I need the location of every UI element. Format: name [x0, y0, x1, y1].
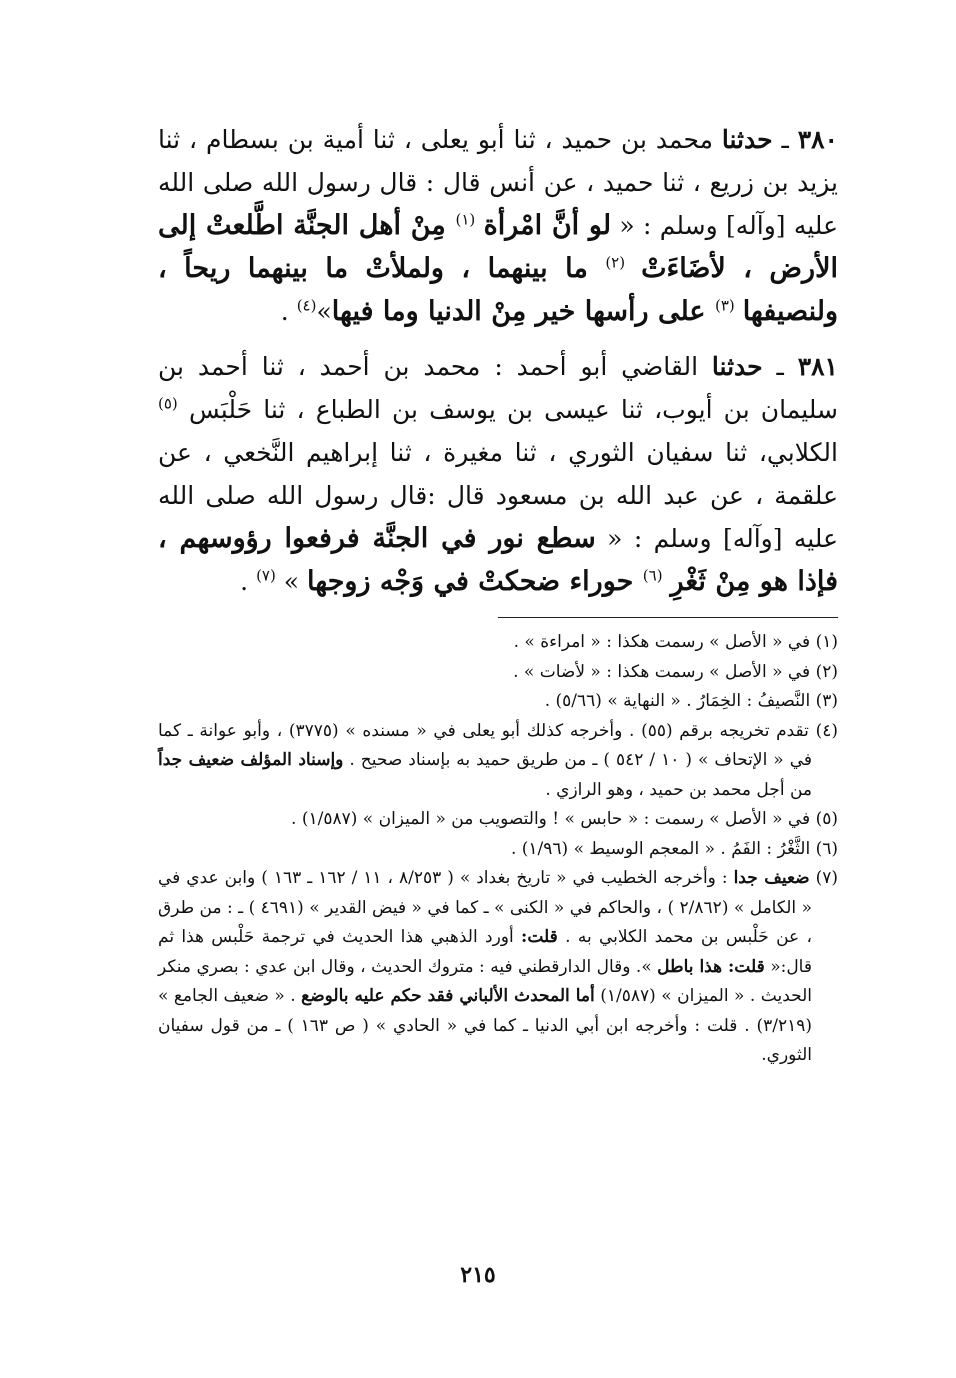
- matn-text: لو أنَّ امْرأة: [483, 210, 612, 241]
- footnote-bold: وإسناد المؤلف ضعيف جداً: [158, 750, 344, 770]
- page-content: [158, 118, 838, 1071]
- footnote-bold: أما المحدث الألباني فقد حكم عليه بالوضع: [301, 986, 595, 1006]
- footnote-bold: ضعيف جدا: [733, 868, 810, 888]
- footnote-text: ». وقال الدارقطني فيه : متروك الحديث ، وقال ابن عدي : بصري منكر الحديث . « الميزان » (١/٥٨٧): [158, 956, 812, 1006]
- hadith-head: حدثنا: [711, 352, 763, 381]
- footnote-text: من أجل محمد بن حميد ، وهو الرازي .: [545, 779, 812, 800]
- footnote-7: [158, 864, 838, 1071]
- footnote-text: . « ضعيف الجامع » (٣/٢١٩) . قلت : وأخرجه ابن أبي الدنيا ـ كما في « الحادي » ( ص ١٦٣ ) ـ من قول سفيان الثوري.: [158, 986, 812, 1065]
- footnote-4: [158, 717, 838, 806]
- hadith-head: حدثنا: [721, 125, 773, 154]
- period: .: [280, 297, 297, 326]
- footnote-bold: قلت:: [521, 927, 558, 947]
- quote-close: »: [316, 297, 332, 326]
- footnote-text: : وأخرجه الخطيب في « تاريخ بغداد » ( ٨/٢٥٣ ، ١١ / ١٦٢ ـ ١٦٣ ) وابن عدي في « الكامل » (٢/٨٦٢ ) ، والحاكم في « الكنى » ـ كما في « فيض القدير » (٤٦٩١ ) ـ : من طرق ، عن حَلْبس بن محمد الكلابي به .: [158, 868, 812, 947]
- hadith-number: ٣٨٠: [797, 125, 838, 154]
- footnote-ref: (٥): [158, 394, 178, 413]
- matn-text: على رأسها خير مِنْ الدنيا وما فيها: [331, 296, 715, 327]
- footnote-6: (٦) الثَّغْرُ : الفَمُ . « المعجم الوسيط » (١/٩٦) .: [510, 838, 838, 859]
- hadith-381: ٣٨١ ـ حدثنا القاضي أبو أحمد : محمد بن أحمد ، ثنا أحمد بن سليمان بن أيوب، ثنا عيسى بن يوسف بن الطباع ، ثنا حَلْبَس $^{(٥)}$ الكلابي، ثنا سفيان الثوري ، ثنا مغيرة ، ثنا إبراهيم النَّخعي ، عن علقمة ، عن عبد الله بن مسعود قال :قال رسول الله صلى الله عليه [وآله] وسلم : « سطع نور في الجنَّة فرفعوا رؤوسهم ، فإذا هو مِنْ ثَغْرِ $^{(٦)}$ حوراء ضحكتْ في وَجْه زوجها » $^{(٧)}$ .: [158, 352, 839, 597]
- footnote-bold: قلت: هذا باطل: [657, 956, 765, 977]
- quote-close: »: [283, 567, 308, 596]
- footnote-text: أورد الذهبي هذا الحديث في ترجمة حَلْبس هذا ثم قال:«: [158, 927, 812, 977]
- matn-text: حوراء ضحكتْ في وَجْه زوجها: [307, 566, 643, 597]
- matn-text: سطع نور في الجنَّة فرفعوا رؤوسهم ، فإذا هو مِنْ ثَغْرِ: [158, 523, 838, 597]
- footnote-ref: (٣): [714, 296, 735, 315]
- footnote-text: (٤) تقدم تخريجه برقم (٥٥) . وأخرجه كذلك أبو يعلى في « مسنده » (٣٧٧٥) ، وأبو عوانة ـ كما في « الإتحاف » ( ١٠ / ٥٤٢ ) ـ من طريق حميد به بإسناد صحيح .: [158, 720, 838, 770]
- isnad-text: القاضي أبو أحمد : محمد بن أحمد ، ثنا أحمد بن سليمان بن أيوب، ثنا عيسى بن يوسف بن الطباع ، ثنا حَلْبَس: [158, 352, 839, 424]
- footnote-divider: [498, 617, 838, 618]
- footnote-ref: (٦): [642, 566, 663, 585]
- matn-text: ما بينهما ، ولملأتْ ما بينهما ريحاً ، ولنصيفها: [158, 253, 838, 327]
- hadith-number: ٣٨١: [797, 352, 838, 381]
- quote-open: «: [595, 524, 623, 553]
- hadith-380: ٣٨٠ ـ حدثنا محمد بن حميد ، ثنا أبو يعلى ، ثنا أمية بن بسطام ، ثنا يزيد بن زريع ، ثنا حميد ، عن أنس قال : قال رسول الله صلى الله عليه [وآله] وسلم : « لو أنَّ امْرأة $^{(١)}$ مِنْ أهل الجنَّة اطَّلعتْ إلى الأرض ، لأضَاءَتْ $^{(٢)}$ ما بينهما ، ولملأتْ ما بينهما ريحاً ، ولنصيفها $^{(٣)}$ على رأسها خير مِنْ الدنيا وما فيها»$^{(٤)}$ .: [158, 125, 838, 327]
- footnote-text: (٧): [809, 868, 838, 888]
- isnad-text: الكلابي، ثنا سفيان الثوري ، ثنا مغيرة ، ثنا إبراهيم النَّخعي ، عن علقمة ، عن عبد الله بن مسعود قال :قال رسول الله صلى الله عليه [وآله] وسلم :: [158, 438, 838, 553]
- footnote-ref: (٢): [605, 253, 626, 272]
- footnote-3: (٣) النَّصيفُ : الخِمَارُ . « النهاية » (٥/٦٦) .: [544, 691, 838, 711]
- footnote-1: (١) في « الأصل » رسمت هكذا : « امراءة » .: [513, 632, 838, 652]
- footnotes: [158, 628, 838, 1071]
- footnote-ref: (٧): [256, 566, 276, 585]
- isnad-text: محمد بن حميد ، ثنا أبو يعلى ، ثنا أمية بن بسطام ، ثنا يزيد بن زريع ، ثنا حميد ، عن أنس قال : قال رسول الله صلى الله عليه [وآله] وسلم : «: [158, 125, 838, 240]
- period: .: [240, 567, 257, 596]
- footnote-ref: (٤): [296, 296, 317, 315]
- page-number: ٢١٥: [460, 1262, 496, 1288]
- matn-text: مِنْ أهل الجنَّة اطَّلعتْ إلى الأرض ، لأضَاءَتْ: [158, 210, 838, 284]
- footnote-5: (٥) في « الأصل » رسمت : « حابس » ! والتصويب من « الميزان » (١/٥٨٧) .: [291, 809, 838, 829]
- footnote-ref: (١): [455, 210, 476, 229]
- footnote-2: (٢) في « الأصل » رسمت هكذا : « لأضات » .: [513, 661, 838, 682]
